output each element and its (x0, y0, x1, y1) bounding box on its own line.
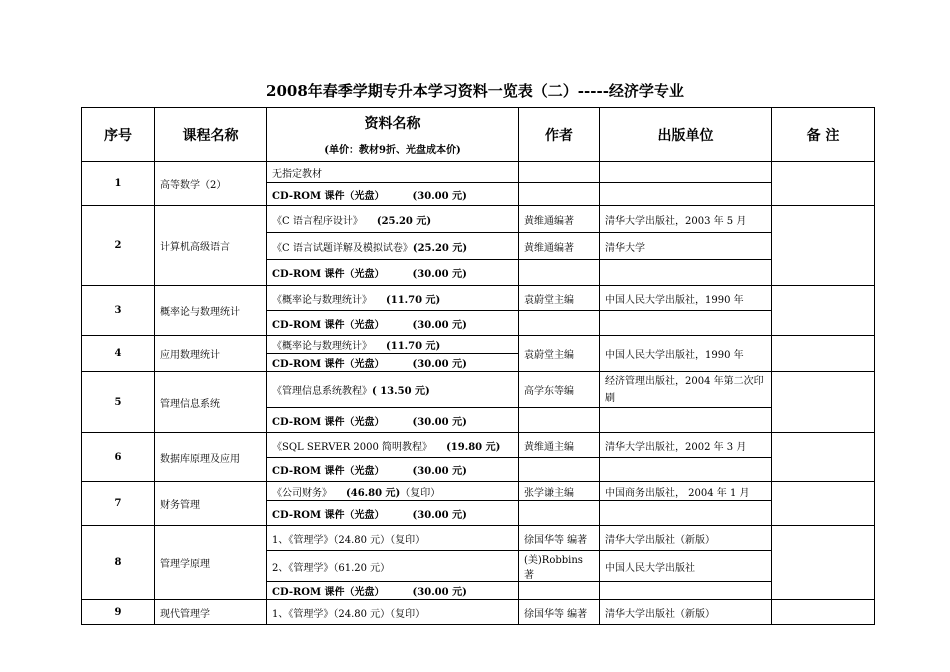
cdrom-cell: CD-ROM 课件（光盘） (30.00 元) (267, 408, 519, 433)
publisher-cell: 清华大学出版社（新版） (600, 526, 772, 551)
publisher-cell (600, 582, 772, 600)
header-publisher: 出版单位 (600, 108, 772, 162)
course-cell: 管理学原理 (155, 526, 267, 600)
material-cell: 《SQL SERVER 2000 简明教程》 (19.80 元) (267, 433, 519, 458)
course-cell: 财务管理 (155, 482, 267, 526)
material-cell: 《管理信息系统教程》( 13.50 元) (267, 372, 519, 408)
author-cell: 黄维通主编 (519, 433, 600, 458)
publisher-cell: 清华大学出版社，2002 年 3 月 (600, 433, 772, 458)
material-cell: 《概率论与数理统计》 (11.70 元) (267, 286, 519, 311)
remarks-cell (772, 162, 875, 206)
remarks-cell (772, 286, 875, 336)
seq-cell: 2 (82, 206, 155, 286)
table-row (82, 526, 875, 551)
course-cell: 管理信息系统 (155, 372, 267, 433)
publisher-cell: 中国人民大学出版社 (600, 551, 772, 582)
table-row (82, 206, 875, 233)
table-row (82, 482, 875, 501)
material-cell: 《C 语言程序设计》 (25.20 元) (267, 206, 519, 233)
author-cell: 张学谦主编 (519, 482, 600, 501)
seq-cell: 3 (82, 286, 155, 336)
publisher-cell (600, 408, 772, 433)
course-cell: 应用数理统计 (155, 336, 267, 372)
table-row (82, 336, 875, 354)
author-cell (519, 408, 600, 433)
author-cell: 高学东等编 (519, 372, 600, 408)
publisher-cell: 中国商务出版社， 2004 年 1 月 (600, 482, 772, 501)
header-course: 课程名称 (155, 108, 267, 162)
author-cell: (美)Robbins 著 (519, 551, 600, 582)
seq-cell: 4 (82, 336, 155, 372)
author-cell (519, 260, 600, 286)
author-cell: 黄维通编著 (519, 233, 600, 260)
publisher-cell: 经济管理出版社，2004 年第二次印刷 (600, 372, 772, 408)
seq-cell: 7 (82, 482, 155, 526)
course-cell: 现代管理学 (155, 600, 267, 625)
seq-cell: 8 (82, 526, 155, 600)
header-material-note: (单价：教材9折、光盘成本价) (324, 145, 461, 156)
seq-cell: 9 (82, 600, 155, 625)
materials-table (81, 107, 875, 625)
cdrom-cell: CD-ROM 课件（光盘） (30.00 元) (267, 260, 519, 286)
table-row (82, 372, 875, 408)
author-cell: 袁蔚堂主编 (519, 336, 600, 372)
cdrom-cell: CD-ROM 课件（光盘） (30.00 元) (267, 311, 519, 336)
publisher-cell (600, 162, 772, 183)
publisher-cell: 清华大学出版社，2003 年 5 月 (600, 206, 772, 233)
author-cell (519, 501, 600, 526)
material-cell: 无指定教材 (267, 162, 519, 183)
publisher-cell (600, 183, 772, 206)
author-cell (519, 311, 600, 336)
seq-cell: 1 (82, 162, 155, 206)
course-cell: 数据库原理及应用 (155, 433, 267, 482)
remarks-cell (772, 482, 875, 526)
publisher-cell (600, 458, 772, 482)
material-cell: 《C 语言试题详解及模拟试卷》(25.20 元) (267, 233, 519, 260)
cdrom-cell: CD-ROM 课件（光盘） (30.00 元) (267, 354, 519, 372)
header-material-label: 资料名称 (364, 116, 421, 132)
author-cell: 袁蔚堂主编 (519, 286, 600, 311)
author-cell (519, 183, 600, 206)
author-cell (519, 162, 600, 183)
remarks-cell (772, 336, 875, 372)
material-cell: 《概率论与数理统计》 (11.70 元) (267, 336, 519, 354)
table-row (82, 433, 875, 458)
cdrom-cell: CD-ROM 课件（光盘） (30.00 元) (267, 183, 519, 206)
material-cell: 《公司财务》 (46.80 元)（复印） (267, 482, 519, 501)
publisher-cell (600, 311, 772, 336)
author-cell: 黄维通编著 (519, 206, 600, 233)
course-cell: 高等数学（2） (155, 162, 267, 206)
course-cell: 概率论与数理统计 (155, 286, 267, 336)
remarks-cell (772, 206, 875, 286)
author-cell: 徐国华等 编著 (519, 526, 600, 551)
publisher-cell (600, 260, 772, 286)
header-author: 作者 (519, 108, 600, 162)
table-row (82, 600, 875, 625)
remarks-cell (772, 526, 875, 600)
header-material (267, 108, 519, 162)
author-cell (519, 458, 600, 482)
material-cell: 2、《管理学》（61.20 元） (267, 551, 519, 582)
material-cell: 1、《管理学》（24.80 元）（复印） (267, 600, 519, 625)
remarks-cell (772, 600, 875, 625)
table-row (82, 162, 875, 183)
publisher-cell: 清华大学出版社（新版） (600, 600, 772, 625)
header-seq: 序号 (82, 108, 155, 162)
cdrom-cell: CD-ROM 课件（光盘） (30.00 元) (267, 458, 519, 482)
publisher-cell: 清华大学 (600, 233, 772, 260)
publisher-cell (600, 501, 772, 526)
remarks-cell (772, 433, 875, 482)
seq-cell: 5 (82, 372, 155, 433)
publisher-cell: 中国人民大学出版社，1990 年 (600, 336, 772, 372)
course-cell: 计算机高级语言 (155, 206, 267, 286)
table-row (82, 286, 875, 311)
publisher-cell: 中国人民大学出版社，1990 年 (600, 286, 772, 311)
author-cell: 徐国华等 编著 (519, 600, 600, 625)
material-cell: 1、《管理学》（24.80 元）（复印） (267, 526, 519, 551)
header-row (82, 108, 875, 162)
page-title: 2008年春季学期专升本学习资料一览表（二）-----经济学专业 (266, 82, 684, 100)
seq-cell: 6 (82, 433, 155, 482)
author-cell (519, 582, 600, 600)
remarks-cell (772, 372, 875, 433)
cdrom-cell: CD-ROM 课件（光盘） (30.00 元) (267, 501, 519, 526)
header-remarks: 备 注 (772, 108, 875, 162)
cdrom-cell: CD-ROM 课件（光盘） (30.00 元) (267, 582, 519, 600)
